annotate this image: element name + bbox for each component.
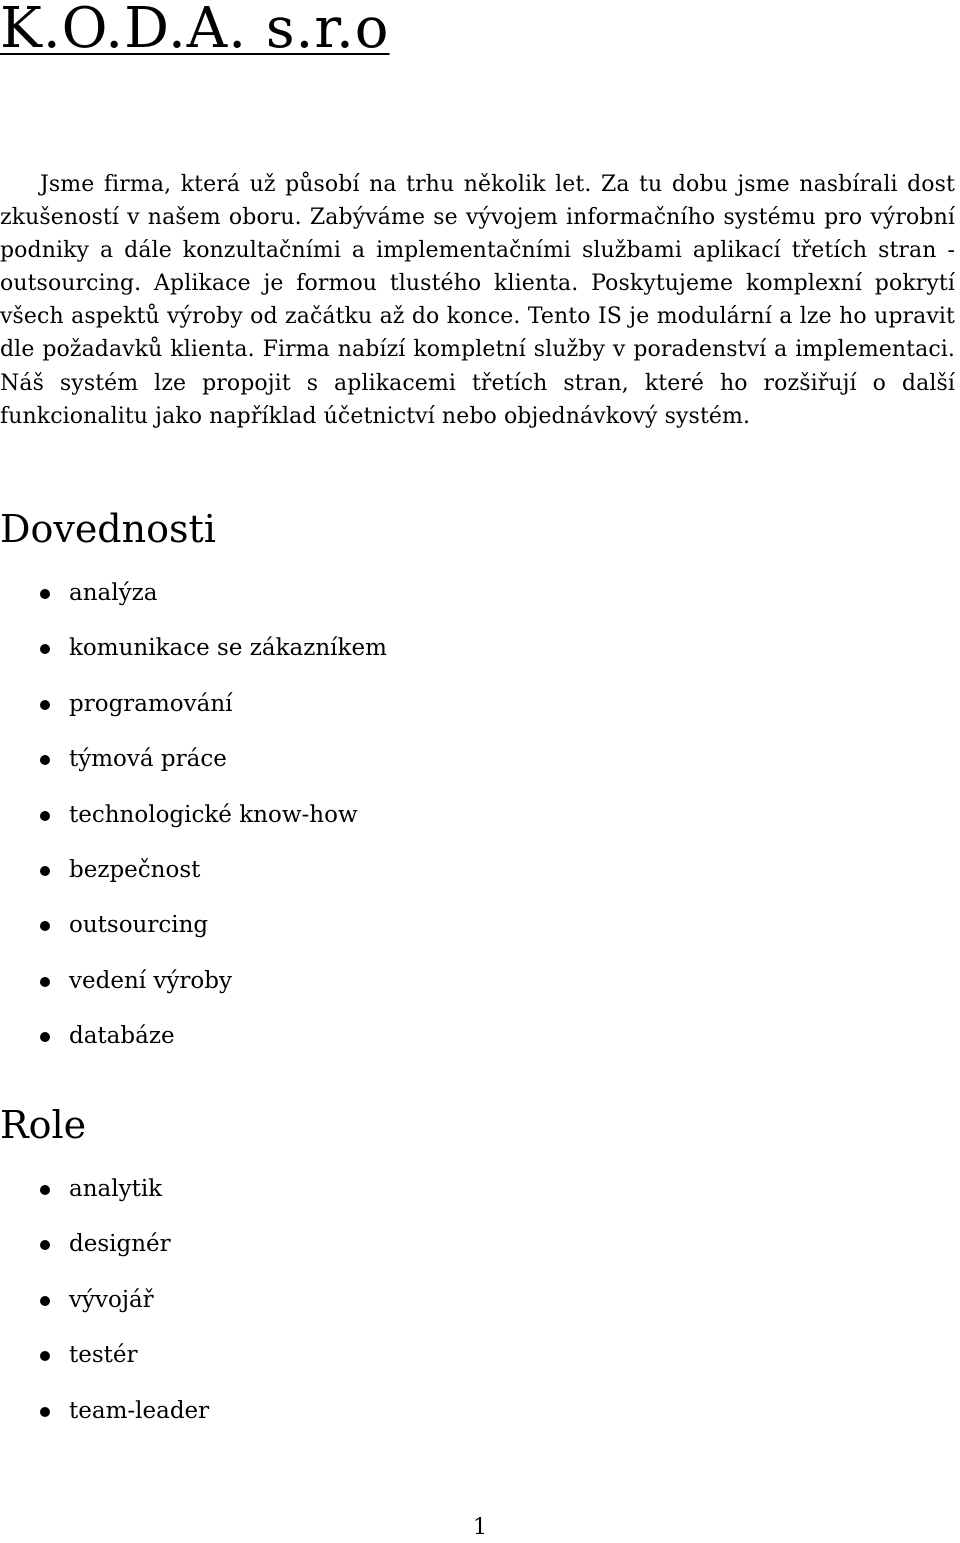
bullet-icon — [40, 1351, 50, 1361]
bullet-icon — [40, 921, 50, 931]
list-item — [0, 631, 387, 686]
bullet-icon — [40, 644, 50, 654]
list-item-label: programování — [69, 690, 233, 717]
roles-list — [0, 1172, 209, 1449]
list-item-label: outsourcing — [69, 912, 209, 939]
bullet-icon — [40, 589, 50, 599]
list-item-label: testér — [69, 1342, 138, 1369]
page-number: 1 — [473, 1515, 487, 1540]
intro-paragraph: Jsme firma, která už působí na trhu několik let. Za tu dobu jsme nasbírali dost zkušeností v našem oboru. Zabýváme se vývojem informačního systému pro výrobní podniky a dále konzultačními a implementačními službami aplikací třetích stran - outsourcing. Aplikace je formou tlustého klienta. Poskytujeme komplexní pokrytí všech aspektů výroby od začátku až do konce. Tento IS je modulární a lze ho upravit dle požadavků klienta. Firma nabízí kompletní služby v poradenství a implementaci. Náš systém lze propojit s aplikacemi třetích stran, které ho rozšiřují o další funkcionalitu jako například účetnictví nebo objednávkový systém. — [0, 172, 955, 429]
bullet-icon — [40, 977, 50, 987]
list-item-label: databáze — [69, 1023, 175, 1050]
bullet-icon — [40, 1407, 50, 1417]
bullet-icon — [40, 700, 50, 710]
list-item-label: team-leader — [69, 1397, 210, 1424]
bullet-icon — [40, 755, 50, 765]
bullet-icon — [40, 866, 50, 876]
list-item — [0, 1394, 209, 1449]
list-item-label: analytik — [69, 1176, 163, 1202]
bullet-icon — [40, 1185, 50, 1195]
list-item — [0, 908, 387, 963]
list-item — [0, 1019, 387, 1074]
list-item — [0, 798, 387, 853]
bullet-icon — [40, 1296, 50, 1306]
list-item-label: vývojář — [69, 1286, 154, 1313]
list-item — [0, 1283, 209, 1338]
skills-list — [0, 576, 387, 1075]
bullet-icon — [40, 1240, 50, 1250]
list-item — [0, 1338, 209, 1393]
list-item — [0, 853, 387, 908]
list-item-label: týmová práce — [69, 746, 227, 773]
list-item-label: komunikace se zákazníkem — [69, 635, 387, 662]
list-item — [0, 1227, 209, 1282]
bullet-icon — [40, 1032, 50, 1042]
bullet-icon — [40, 811, 50, 821]
list-item-label: technologické know-how — [69, 801, 358, 828]
skills-heading: Dovednosti — [0, 507, 216, 551]
roles-heading: Role — [0, 1103, 87, 1147]
list-item — [0, 964, 387, 1019]
list-item-label: vedení výroby — [69, 967, 232, 994]
document-title: K.O.D.A. s.r.o — [0, 0, 390, 61]
list-item-label: designér — [69, 1231, 171, 1258]
list-item — [0, 576, 387, 631]
list-item — [0, 1172, 209, 1227]
list-item — [0, 742, 387, 797]
list-item-label: analýza — [69, 580, 158, 606]
list-item-label: bezpečnost — [69, 856, 201, 883]
list-item — [0, 687, 387, 742]
